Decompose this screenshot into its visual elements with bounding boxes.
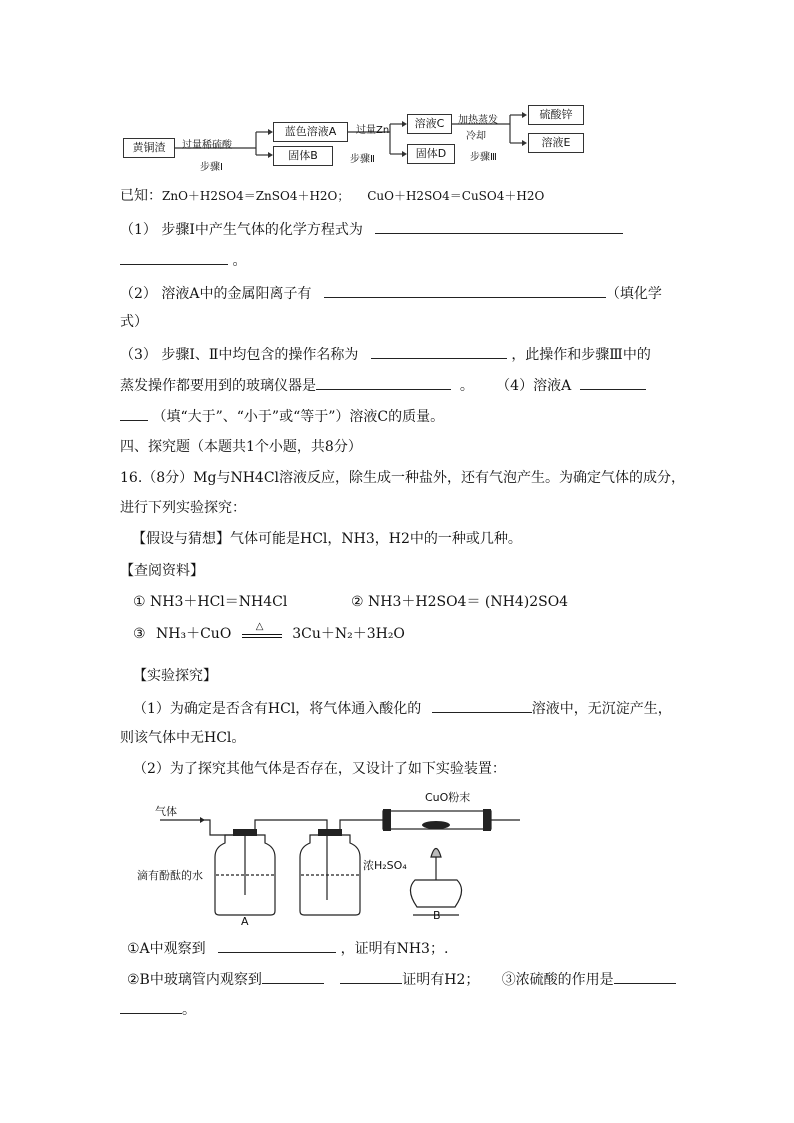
a2-post: 证明有H2； (402, 972, 480, 988)
node-solution-e: 溶液E (528, 133, 584, 153)
answer-2 (127, 969, 676, 989)
known-equations (120, 187, 544, 205)
r3-products: 3Cu＋N₂＋3H₂O (292, 626, 405, 642)
q2-tail: （填化学 (605, 286, 662, 302)
answer-1 (127, 938, 448, 958)
q3-mid: 。 (459, 378, 474, 394)
heat-symbol: △ (255, 621, 264, 632)
q3-tail: ，此操作和步骤Ⅲ中的 (511, 347, 651, 363)
step2-label: 步骤Ⅱ (350, 154, 375, 165)
q4-text: （4）溶液A (496, 378, 572, 394)
q1-text: （1） 步骤Ⅰ中产生气体的化学方程式为 (120, 222, 363, 238)
phenolphthalein-water-label: 滴有酚酞的水 (137, 869, 203, 882)
a1-post: ，证明有NH3；. (340, 941, 449, 957)
r3-number: ③ (133, 626, 146, 642)
node-solution-a: 蓝色溶液A (273, 122, 348, 142)
known-eq2: CuO＋H2SO4＝CuSO4＋H2O (367, 189, 545, 203)
step3-label: 步骤Ⅲ (470, 152, 497, 163)
answer-end: 。 (182, 1002, 196, 1018)
q16-line2: 进行下列实验探究： (120, 500, 246, 516)
node-zinc-sulfate: 硫酸锌 (528, 105, 584, 125)
arrow3-label-top: 加热蒸发 (458, 115, 498, 126)
explore-p2: （2）为了探究其他气体是否存在，又设计了如下实验装置： (133, 761, 506, 777)
question-4-line2 (120, 406, 444, 426)
apparatus-label-a: A (241, 915, 249, 928)
arrow2-label: 过量Zn (356, 125, 390, 136)
arrow1-label: 过量稀硫酸 (182, 140, 232, 151)
node-solution-c: 溶液C (407, 114, 452, 134)
answer-3-cont (120, 999, 196, 1019)
cuo-powder-label: CuO粉末 (425, 791, 471, 804)
arrow3-label-bottom: 冷却 (466, 131, 486, 142)
q1-end: 。 (232, 253, 247, 269)
known-eq1: ZnO＋H2SO4＝ZnSO4＋H2O； (162, 189, 350, 203)
a3-blank-1[interactable] (614, 969, 676, 984)
explore-title: 【实验探究】 (133, 668, 217, 684)
node-solid-d: 固体D (407, 144, 455, 164)
reagent-blank[interactable] (432, 698, 532, 713)
a2-blank-1[interactable] (262, 969, 324, 984)
a1-blank[interactable] (218, 938, 336, 953)
section-4-heading: 四、探究题（本题共1个小题，共8分） (120, 439, 362, 455)
r3-condition (242, 621, 282, 638)
lookup-reaction-1: ① NH3＋HCl＝NH4Cl (133, 594, 288, 610)
q4-answer-blank-1[interactable] (580, 375, 646, 390)
question-3-line2 (120, 375, 646, 395)
explore-p1 (133, 698, 672, 718)
r3-reactants: NH₃＋CuO (156, 626, 232, 642)
a2-pre: ②B中玻璃管内观察到 (127, 972, 262, 988)
q3-answer-blank-2[interactable] (316, 375, 451, 390)
explore-p1-a: （1）为确定是否含有HCl，将气体通入酸化的 (133, 701, 422, 717)
question-1 (120, 219, 623, 239)
q3-line2: 蒸发操作都要用到的玻璃仪器是 (120, 378, 316, 394)
a3-pre: ③浓硫酸的作用是 (501, 972, 614, 988)
q2-text: （2） 溶液A中的金属阳离子有 (120, 286, 312, 302)
a2-blank-2[interactable] (340, 969, 402, 984)
conc-sulfuric-acid-label: 浓H₂SO₄ (363, 859, 407, 872)
q16-line1: 16.（8分）Mg与NH4Cl溶液反应，除生成一种盐外，还有气泡产生。为确定气体的成分， (120, 470, 686, 486)
question-3 (120, 344, 651, 364)
known-prefix: 已知： (120, 188, 162, 204)
apparatus-label-b: B (433, 909, 441, 922)
lookup-title: 【查阅资料】 (120, 563, 204, 579)
lookup-reaction-2: ② NH3＋H2SO4＝ (NH4)2SO4 (351, 594, 569, 610)
apparatus-svg (155, 795, 525, 925)
explore-p1-b: 溶液中，无沉淀产生， (531, 701, 672, 717)
a1-pre: ①A中观察到 (127, 941, 206, 957)
node-brass-slag: 黄铜渣 (123, 138, 175, 158)
explore-p1-c: 则该气体中无HCl。 (120, 730, 246, 746)
question-1-cont (120, 250, 246, 270)
q4-line3: （填“大于”、“小于”或“等于”）溶液C的质量。 (152, 409, 445, 425)
lookup-reaction-3 (133, 621, 405, 643)
a3-blank-2[interactable] (120, 999, 182, 1014)
hypothesis: 【假设与猜想】气体可能是HCl，NH3，H2中的一种或几种。 (132, 531, 522, 547)
question-2 (120, 283, 662, 303)
q2-answer-blank[interactable] (324, 283, 606, 298)
q3-text: （3） 步骤Ⅰ、Ⅱ中均包含的操作名称为 (120, 347, 359, 363)
gas-label: 气体 (155, 805, 177, 818)
question-2-cont: 式） (120, 314, 148, 330)
node-solid-b: 固体B (273, 146, 333, 166)
q1-answer-blank-1[interactable] (375, 219, 623, 234)
step1-label: 步骤Ⅰ (200, 162, 223, 173)
q3-answer-blank-1[interactable] (371, 344, 507, 359)
q4-answer-blank-2[interactable] (120, 406, 148, 421)
q1-answer-blank-2[interactable] (120, 250, 228, 265)
